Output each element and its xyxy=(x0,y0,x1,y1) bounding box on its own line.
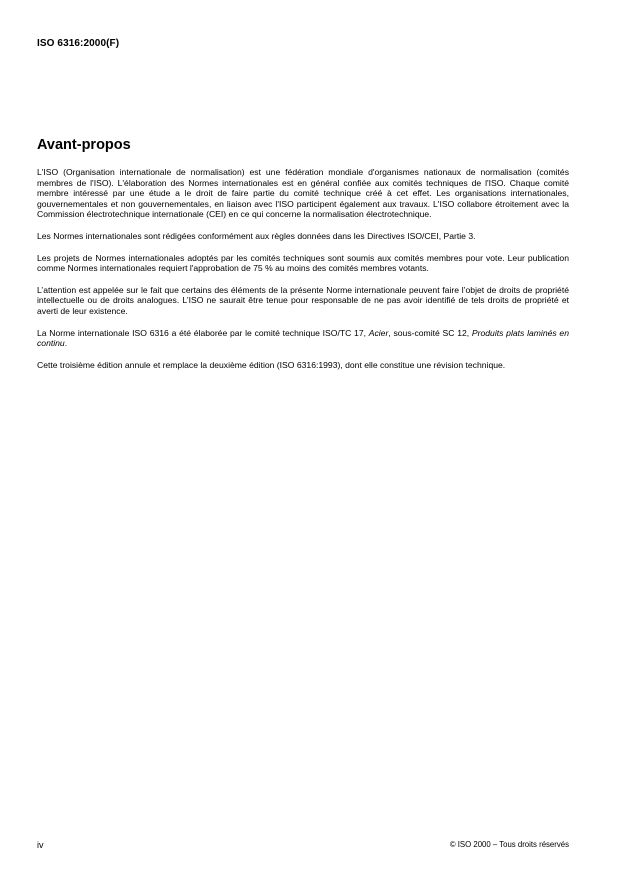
paragraph-iso-organisation: L'ISO (Organisation internationale de normalisation) est une fédération mondiale d'organismes nationaux de normalisation (comités membres de l'ISO). L'élaboration des Normes internationales est en général confiée aux comités techniques de l'ISO. Chaque comité membre intéressé par une étude a le droit de faire partie du comité technique créé à cet effet. Les organisations internationales, gouvernementales et non gouvernementales, en liaison avec l'ISO participent également aux travaux. L'ISO collabore étroitement avec la Commission électrotechnique internationale (CEI) en ce qui concerne la normalisation électrotechnique. xyxy=(37,167,569,220)
paragraph-edition: Cette troisième édition annule et remplace la deuxième édition (ISO 6316:1993), dont elle constitue une révision technique. xyxy=(37,359,506,370)
document-id-header: ISO 6316:2000(F) xyxy=(37,38,120,49)
page-number: iv xyxy=(37,840,44,850)
subcommittee-name-italic: Produits plats laminés en continu xyxy=(37,327,569,349)
paragraph-voting: Les projets de Normes internationales adoptés par les comités techniques sont soumis aux comités membres pour vote. Leur publication comme Normes internationales requiert l'approbation de 75 % au moins des comités membres votants. xyxy=(37,252,569,274)
foreword-body xyxy=(37,167,569,381)
paragraph-committee xyxy=(37,328,569,349)
paragraph-patent-rights: L’attention est appelée sur le fait que certains des éléments de la présente Norme internationale peuvent faire l’objet de droits de propriété intellectuelle ou de droits analogues. L’ISO ne saurait être tenue pour responsable de ne pas avoir identifié de tels droits de propriété et averti de leur existence. xyxy=(37,284,569,316)
committee-text-before: La Norme internationale ISO 6316 a été élaborée par le comité technique ISO/TC 17, xyxy=(37,327,369,338)
committee-text-middle: , sous-comité SC 12, xyxy=(388,327,472,338)
paragraph-directives: Les Normes internationales sont rédigées conformément aux règles données dans les Directives ISO/CEI, Partie 3. xyxy=(37,230,476,241)
page-title: Avant-propos xyxy=(37,137,131,153)
copyright-notice: © ISO 2000 – Tous droits réservés xyxy=(449,840,569,849)
committee-name-italic: Acier xyxy=(368,327,389,338)
committee-text-after: . xyxy=(64,338,68,349)
